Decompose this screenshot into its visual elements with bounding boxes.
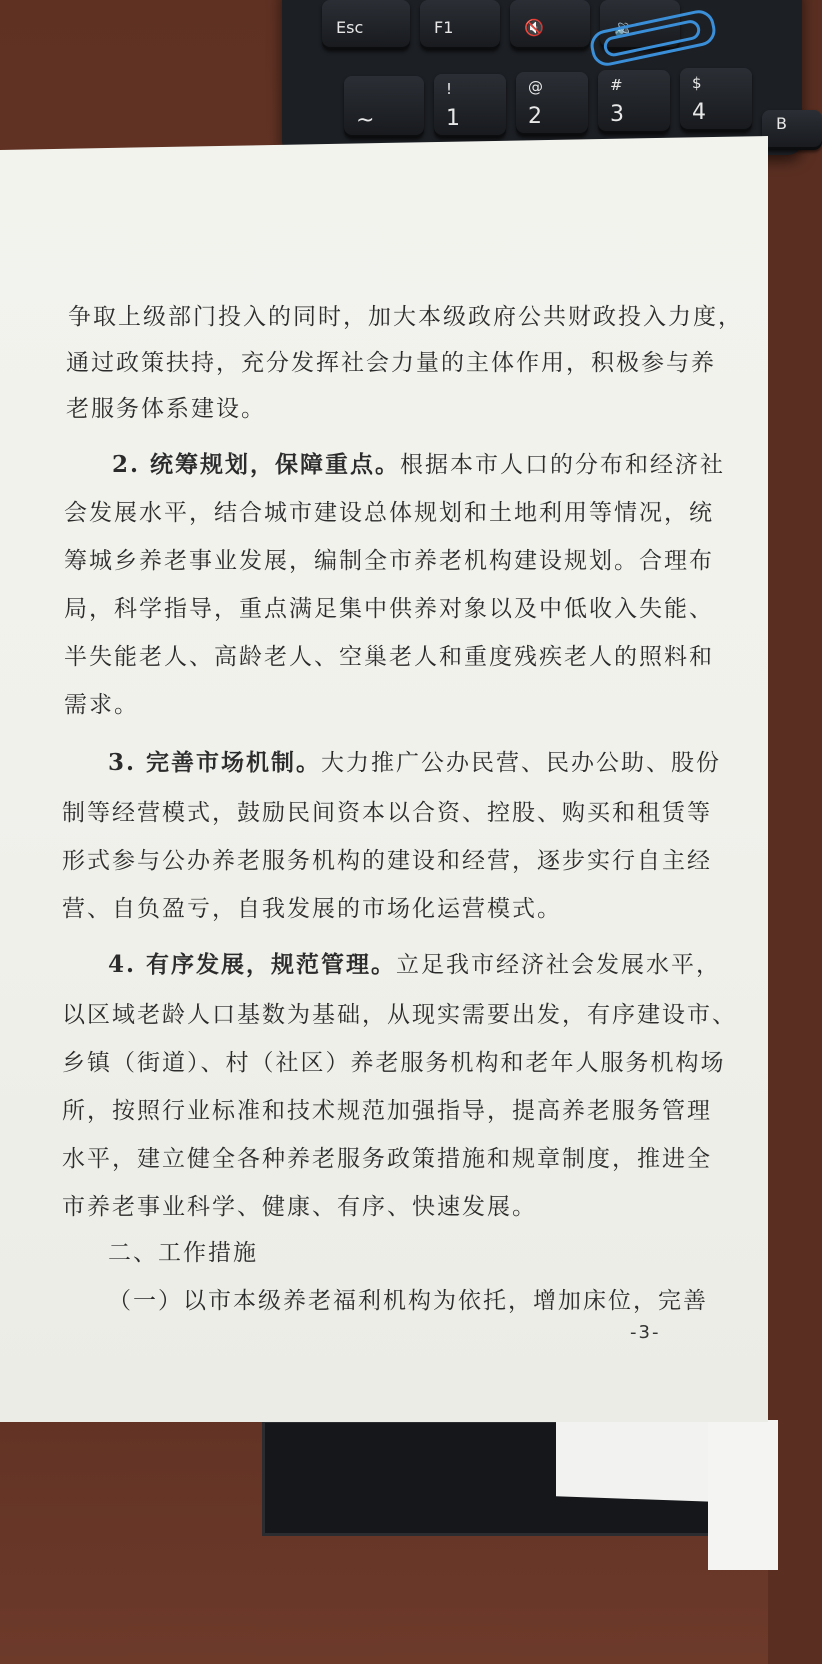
key-3-top: # (610, 76, 623, 94)
doc-line-4-text: 根据本市人口的分布和经济社 (400, 452, 726, 478)
doc-line-7: 局，科学指导，重点满足集中供养对象以及中低收入失能、 (64, 596, 714, 622)
doc-line-10-text: 大力推广公办民营、民办公助、股份 (321, 750, 722, 776)
key-4-bottom: 4 (692, 100, 706, 125)
key-b-label: B (776, 114, 787, 133)
doc-line-16: 乡镇（街道）、村（社区）养老服务机构和老年人服务机构场 (62, 1050, 726, 1076)
doc-line-3: 老服务体系建设。 (66, 396, 266, 422)
doc-line-9: 需求。 (64, 692, 139, 718)
doc-line-6: 筹城乡养老事业发展，编制全市养老机构建设规划。合理布 (64, 548, 714, 574)
doc-line-4 (112, 446, 725, 479)
doc-line-15: 以区域老龄人口基数为基础，从现实需要出发，有序建设市、 (62, 1002, 737, 1028)
doc-line-14-text: 立足我市经济社会发展水平， (396, 952, 722, 978)
doc-line-21: （一）以市本级养老福利机构为依托，增加床位，完善 (108, 1288, 708, 1314)
doc-line-17: 所，按照行业标准和技术规范加强指导，提高养老服务管理 (62, 1098, 712, 1124)
key-tilde-label: ~ (356, 108, 375, 133)
doc-line-11: 制等经营模式，鼓励民间资本以合资、控股、购买和租赁等 (62, 800, 712, 826)
doc-line-2: 通过政策扶持，充分发挥社会力量的主体作用，积极参与养 (66, 350, 716, 376)
heading-3: 3. 完善市场机制。 (108, 749, 322, 776)
key-3-bottom: 3 (610, 102, 624, 127)
key-1-top: ! (446, 80, 453, 98)
doc-line-18: 水平，建立健全各种养老服务政策措施和规章制度，推进全 (62, 1146, 712, 1172)
doc-line-19: 市养老事业科学、健康、有序、快速发展。 (62, 1194, 537, 1220)
heading-2: 2. 统筹规划，保障重点。 (112, 451, 401, 478)
doc-line-1: 争取上级部门投入的同时，加大本级政府公共财政投入力度， (68, 304, 743, 330)
mute-icon: 🔇 (524, 18, 544, 37)
key-2-top: @ (528, 78, 543, 96)
doc-line-5: 会发展水平，结合城市建设总体规划和土地利用等情况，统 (64, 500, 714, 526)
page-number: -3- (630, 1322, 661, 1343)
key-f1-label: F1 (434, 18, 454, 37)
doc-line-10 (108, 744, 721, 777)
key-1-bottom: 1 (446, 106, 460, 131)
key-esc-label: Esc (336, 18, 364, 37)
doc-line-8: 半失能老人、高龄老人、空巢老人和重度残疾老人的照料和 (64, 644, 714, 670)
section-heading: 二、工作措施 (108, 1240, 258, 1266)
heading-4: 4. 有序发展，规范管理。 (108, 951, 397, 978)
key-b (762, 110, 822, 150)
doc-line-14 (108, 946, 721, 979)
doc-line-12: 形式参与公办养老服务机构的建设和经营，逐步实行自主经 (62, 848, 712, 874)
volume-down-icon: 🔉 (614, 18, 634, 37)
key-2-bottom: 2 (528, 104, 542, 129)
doc-line-13: 营、自负盈亏，自我发展的市场化运营模式。 (62, 896, 562, 922)
key-4-top: $ (692, 74, 702, 92)
